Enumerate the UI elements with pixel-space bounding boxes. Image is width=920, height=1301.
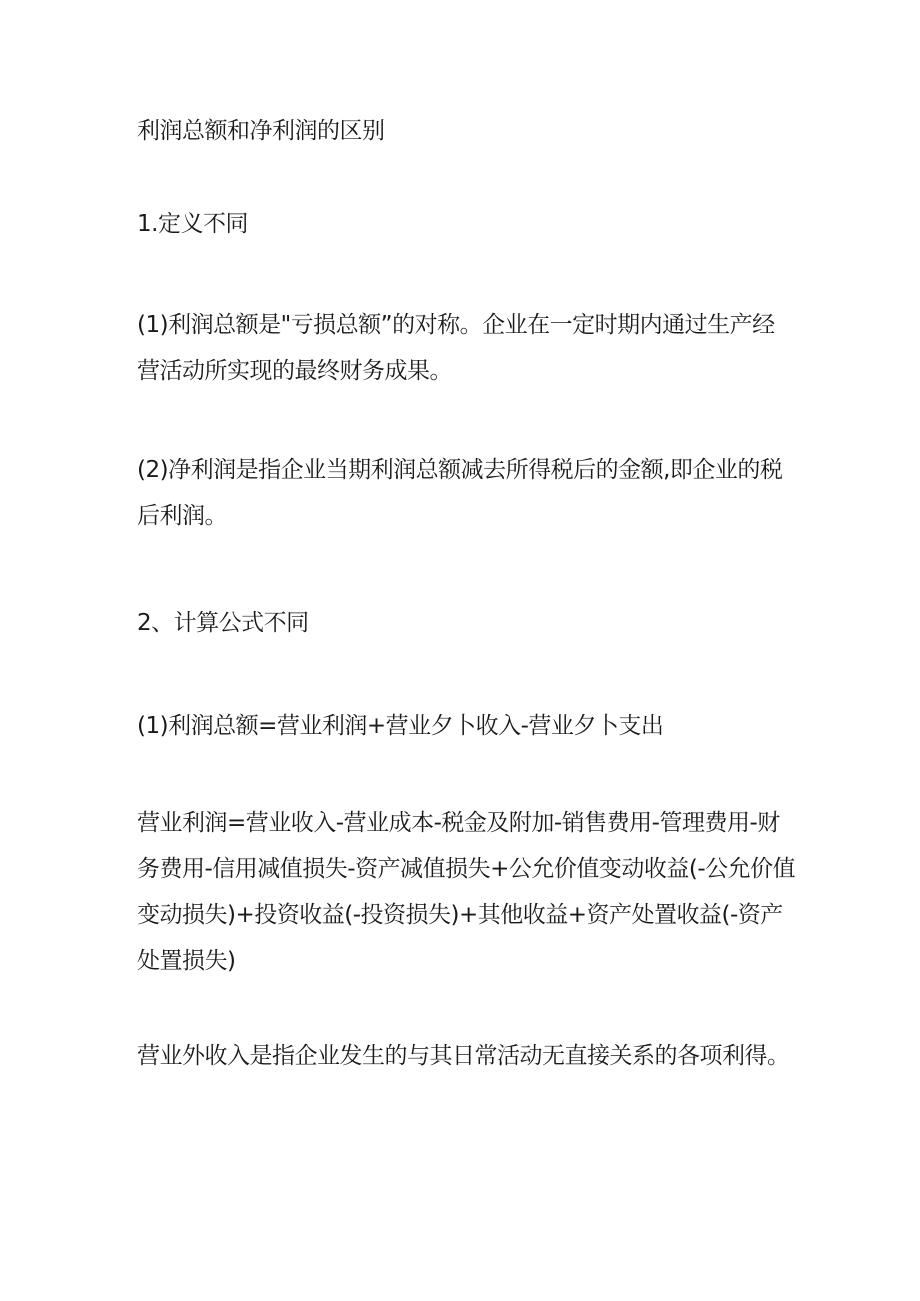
- paragraph-net-profit-definition: (2)净利润是指企业当期利润总额减去所得税后的金额,即企业的税后利润。: [137, 457, 783, 529]
- formula-operating-profit: 营业利润=营业收入-营业成本-税金及附加-销售费用-管理费用-财务费用-信用减值损失-资产减值损失+公允价值变动收益(-公允价值变动损失)+投资收益(-投资损失)+其他收益+资产处置收益(-资产处置损失): [137, 810, 796, 974]
- section-heading-formula: 2、计算公式不同: [137, 610, 309, 636]
- paragraph-non-operating-income: 营业外收入是指企业发生的与其日常活动无直接关系的各项利得。: [137, 1043, 790, 1069]
- document-title: 利润总额和净利润的区别: [137, 118, 385, 144]
- formula-total-profit: (1)利润总额=营业利润+营业夕卜收入-营业夕卜支出: [137, 713, 664, 739]
- section-heading-definition: 1.定义不同: [137, 211, 248, 237]
- paragraph-total-profit-definition: (1)利润总额是"亏损总额”的对称。企业在一定时期内通过生产经营活动所实现的最终财务成果。: [137, 312, 775, 384]
